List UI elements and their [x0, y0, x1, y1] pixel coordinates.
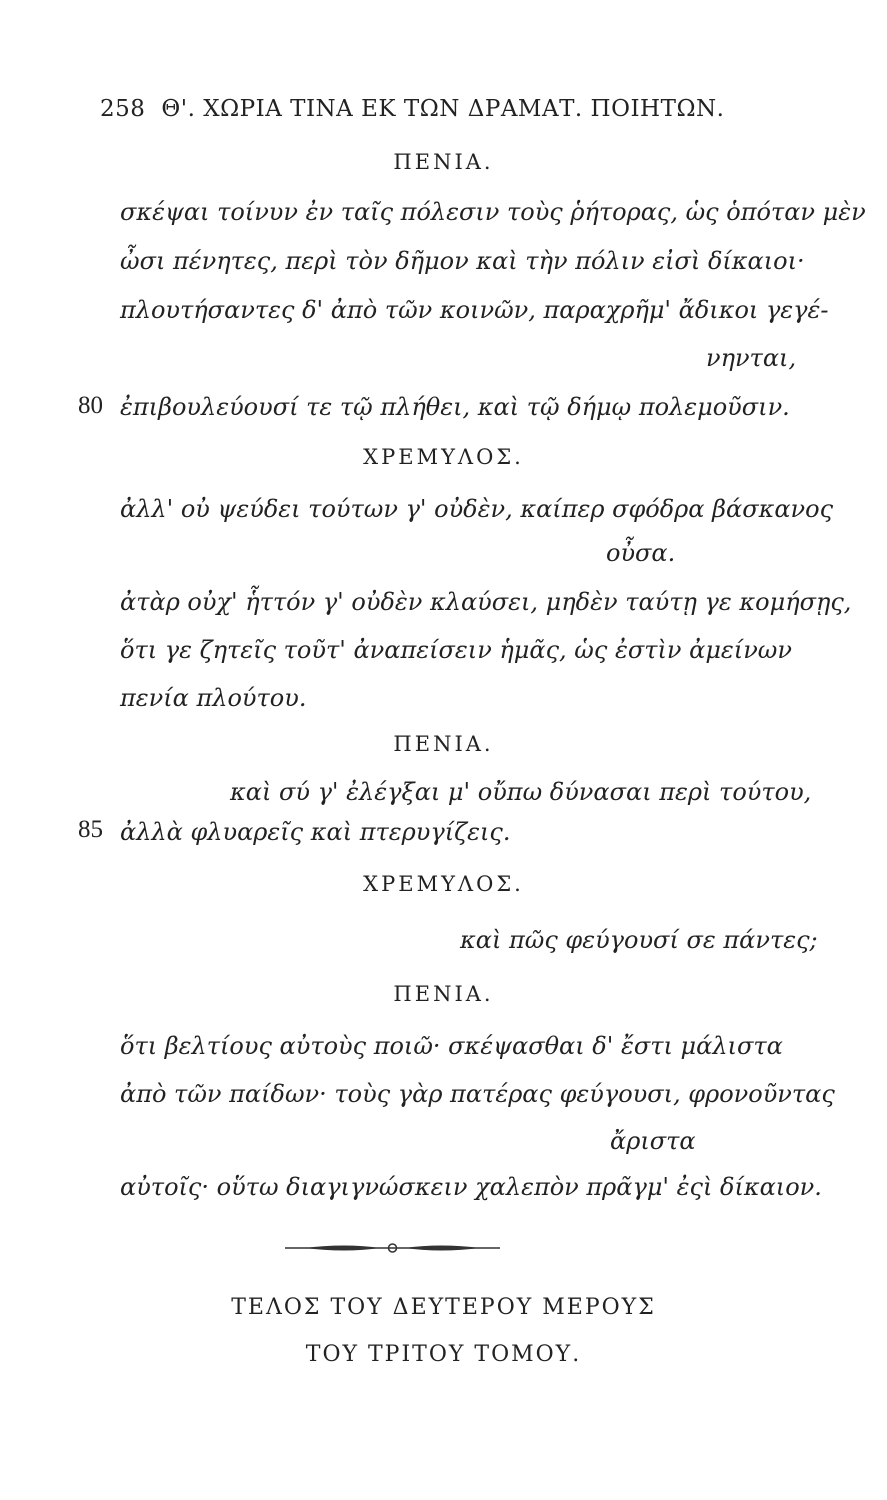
verse-line: ἀλλὰ φλυαρεῖς καὶ πτερυγίζεις.	[120, 818, 511, 846]
verse-line: πενία πλούτου.	[120, 684, 307, 712]
line-number: 85	[78, 816, 103, 843]
verse-line: ἀλλ' οὐ ψεύδει τούτων γ' οὐδὲν, καίπερ σφόδρα βάσκανος	[120, 495, 834, 523]
verse-line: ἐπιβουλεύουσί τε τῷ πλήθει, καὶ τῷ δήμῳ πολεμοῦσιν.	[120, 393, 790, 421]
verse-line-continuation: οὖσα.	[606, 539, 676, 567]
speaker-penia: ΠΕΝΙΑ.	[393, 732, 494, 756]
verse-line: αὐτοῖς· οὕτω διαγιγνώσκειν χαλεπὸν πρᾶγμ' ἐςὶ δίκαιον.	[120, 1173, 822, 1201]
verse-line: καὶ σύ γ' ἐλέγξαι μ' οὔπω δύνασαι περὶ τούτου,	[230, 778, 812, 806]
page-number: 258	[100, 96, 146, 122]
verse-line: ὅτι γε ζητεῖς τοῦτ' ἀναπείσειν ἡμᾶς, ὡς ἐστὶν ἀμείνων	[120, 636, 792, 664]
running-title: Θ'. ΧΩΡΙΑ ΤΙΝΑ ΕΚ ΤΩΝ ΔΡΑΜΑΤ. ΠΟΙΗΤΩΝ.	[161, 96, 725, 122]
colophon-line-1: ΤΕΛΟΣ ΤΟΥ ΔΕΥΤΕΡΟΥ ΜΕΡΟΥΣ	[231, 1295, 656, 1320]
speaker-penia: ΠΕΝΙΑ.	[393, 982, 494, 1006]
verse-line-continuation: νηνται,	[706, 344, 797, 372]
ornamental-rule-icon	[285, 1240, 500, 1256]
speaker-chremylos: ΧΡΕΜΥΛΟΣ.	[363, 872, 524, 896]
verse-line-continuation: ἄριστα	[610, 1127, 696, 1155]
running-header	[100, 96, 800, 122]
verse-line: ὦσι πένητες, περὶ τὸν δῆμον καὶ τὴν πόλιν εἰσὶ δίκαιοι·	[120, 247, 805, 275]
line-number: 80	[78, 392, 103, 419]
verse-line: καὶ πῶς φεύγουσί σε πάντες;	[460, 926, 818, 954]
verse-line: ἀτὰρ οὐχ' ἧττόν γ' οὐδὲν κλαύσει, μηδὲν ταύτῃ γε κομήσῃς,	[120, 588, 852, 616]
verse-line: ἀπὸ τῶν παίδων· τοὺς γὰρ πατέρας φεύγουσι, φρονοῦντας	[120, 1080, 835, 1108]
verse-line: ὅτι βελτίους αὐτοὺς ποιῶ· σκέψασθαι δ' ἔστι μάλιστα	[120, 1032, 783, 1060]
colophon-line-2: ΤΟΥ ΤΡΙΤΟΥ ΤΟΜΟΥ.	[305, 1342, 582, 1367]
verse-line: πλουτήσαντες δ' ἀπὸ τῶν κοινῶν, παραχρῆμ' ἄδικοι γεγέ-	[120, 296, 829, 324]
speaker-chremylos: ΧΡΕΜΥΛΟΣ.	[363, 445, 524, 469]
speaker-penia: ΠΕΝΙΑ.	[393, 150, 494, 174]
verse-line: σκέψαι τοίνυν ἐν ταῖς πόλεσιν τοὺς ῥήτορας, ὡς ὁπόταν μὲν	[120, 198, 866, 226]
